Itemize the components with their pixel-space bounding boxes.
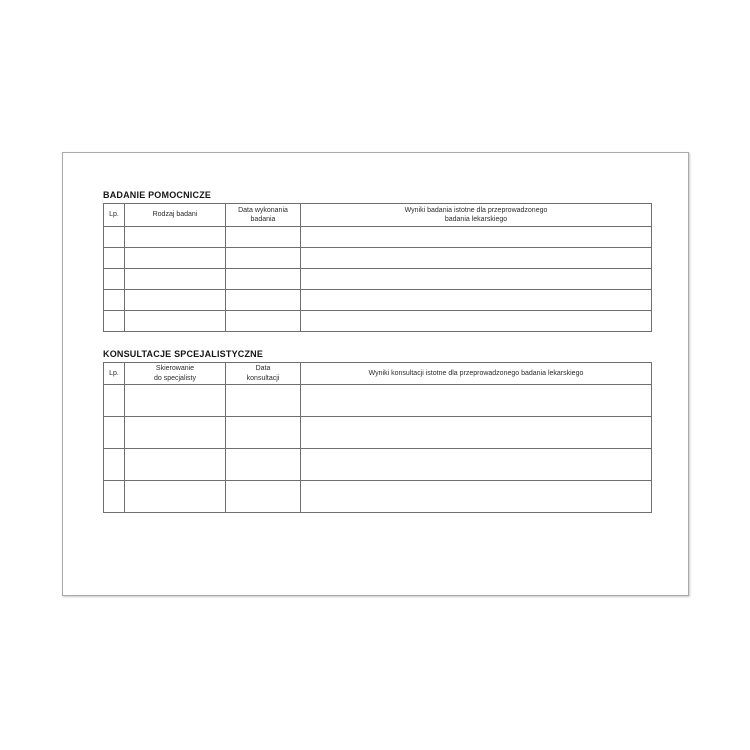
empty-cell xyxy=(301,481,652,513)
empty-table-row xyxy=(104,481,652,513)
section-konsultacje-specjalistyczne xyxy=(103,349,688,513)
empty-cell xyxy=(226,269,301,290)
empty-table-row xyxy=(104,227,652,248)
column-header-data-wykonania-badania: Data wykonania badania xyxy=(226,204,301,227)
empty-table-row xyxy=(104,311,652,332)
empty-cell xyxy=(301,417,652,449)
empty-cell xyxy=(125,248,226,269)
empty-cell xyxy=(104,248,125,269)
empty-cell xyxy=(125,449,226,481)
empty-cell xyxy=(104,290,125,311)
empty-cell xyxy=(301,290,652,311)
empty-table-row xyxy=(104,385,652,417)
column-header-skierowanie-do-specjalisty: Skierowanie do specjalisty xyxy=(125,363,226,385)
column-header-lp: Lp. xyxy=(104,363,125,385)
empty-cell xyxy=(226,481,301,513)
empty-table-row xyxy=(104,290,652,311)
empty-cell xyxy=(104,385,125,417)
empty-cell xyxy=(125,481,226,513)
table-header-row xyxy=(104,204,652,227)
empty-cell xyxy=(125,290,226,311)
empty-cell xyxy=(301,248,652,269)
badanie-pomocnicze-table xyxy=(103,203,652,332)
empty-cell xyxy=(104,449,125,481)
empty-cell xyxy=(125,385,226,417)
empty-cell xyxy=(226,311,301,332)
section-title-konsultacje-specjalistyczne: KONSULTACJE SPCEJALISTYCZNE xyxy=(103,349,264,359)
konsultacje-specjalistyczne-table xyxy=(103,362,652,513)
column-header-rodzaj-badani: Rodzaj badani xyxy=(125,204,226,227)
empty-cell xyxy=(301,449,652,481)
empty-cell xyxy=(104,481,125,513)
section-badanie-pomocnicze xyxy=(103,190,688,332)
empty-cell xyxy=(301,385,652,417)
empty-cell xyxy=(125,227,226,248)
column-header-lp: Lp. xyxy=(104,204,125,227)
empty-cell xyxy=(301,227,652,248)
empty-cell xyxy=(104,227,125,248)
empty-table-row xyxy=(104,248,652,269)
form-page xyxy=(62,152,689,596)
page-content xyxy=(63,153,688,513)
empty-cell xyxy=(125,311,226,332)
table-header-row xyxy=(104,363,652,385)
empty-table-row xyxy=(104,269,652,290)
empty-cell xyxy=(104,311,125,332)
column-header-wyniki-badania: Wyniki badania istotne dla przeprowadzonego badania lekarskiego xyxy=(301,204,652,227)
section-title-badanie-pomocnicze: BADANIE POMOCNICZE xyxy=(103,190,212,200)
empty-cell xyxy=(226,290,301,311)
empty-cell xyxy=(226,417,301,449)
empty-cell xyxy=(226,449,301,481)
empty-cell xyxy=(226,227,301,248)
column-header-data-konsultacji: Data konsultacji xyxy=(226,363,301,385)
empty-table-row xyxy=(104,417,652,449)
empty-table-row xyxy=(104,449,652,481)
empty-cell xyxy=(125,417,226,449)
empty-cell xyxy=(125,269,226,290)
empty-cell xyxy=(226,385,301,417)
column-header-wyniki-konsultacji: Wyniki konsultacji istotne dla przeprowadzonego badania lekarskiego xyxy=(301,363,652,385)
empty-cell xyxy=(104,417,125,449)
empty-cell xyxy=(301,311,652,332)
empty-cell xyxy=(104,269,125,290)
empty-cell xyxy=(301,269,652,290)
empty-cell xyxy=(226,248,301,269)
